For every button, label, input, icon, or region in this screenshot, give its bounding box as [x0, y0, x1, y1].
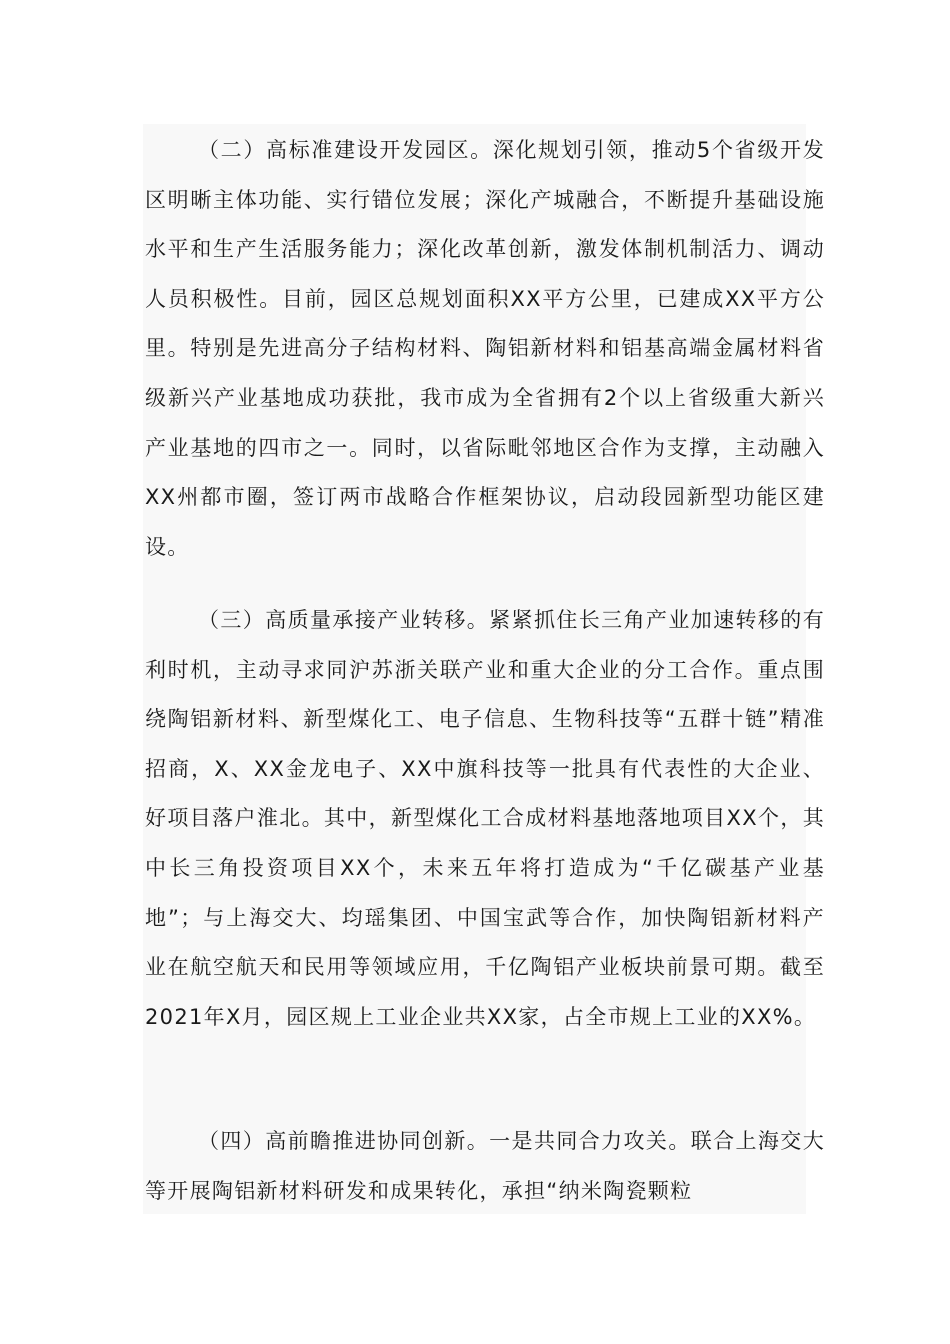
- paragraph-development-zones: （二）高标准建设开发园区。深化规划引领，推动5个省级开发区明晰主体功能、实行错位发展；深化产城融合，不断提升基础设施水平和生产生活服务能力；深化改革创新，激发体制机制活力、调动人员积极性。目前，园区总规划面积XX平方公里，已建成XX平方公里。特别是先进高分子结构材料、陶铝新材料和铝基高端金属材料省级新兴产业基地成功获批，我市成为全省拥有2个以上省级重大新兴产业基地的四市之一。同时，以省际毗邻地区合作为支撑，主动融入XX州都市圈，签订两市战略合作框架协议，启动段园新型功能区建设。: [145, 138, 825, 559]
- document-body: [143, 124, 825, 1214]
- paragraph-industry-transfer: （三）高质量承接产业转移。紧紧抓住长三角产业加速转移的有利时机，主动寻求同沪苏浙关联产业和重大企业的分工合作。重点围绕陶铝新材料、新型煤化工、电子信息、生物科技等“五群十链”精准招商，X、XX金龙电子、XX中旗科技等一批具有代表性的大企业、好项目落户淮北。其中，新型煤化工合成材料基地落地项目XX个，其中长三角投资项目XX个，未来五年将打造成为“千亿碳基产业基地”；与上海交大、均瑶集团、中国宝武等合作，加快陶铝新材料产业在航空航天和民用等领域应用，千亿陶铝产业板块前景可期。截至2021年X月，园区规上工业企业共XX家，占全市规上工业的XX%。: [145, 608, 825, 1029]
- paragraph-collaborative-innovation: （四）高前瞻推进协同创新。一是共同合力攻关。联合上海交大等开展陶铝新材料研发和成果转化，承担“纳米陶瓷颗粒: [145, 1129, 825, 1203]
